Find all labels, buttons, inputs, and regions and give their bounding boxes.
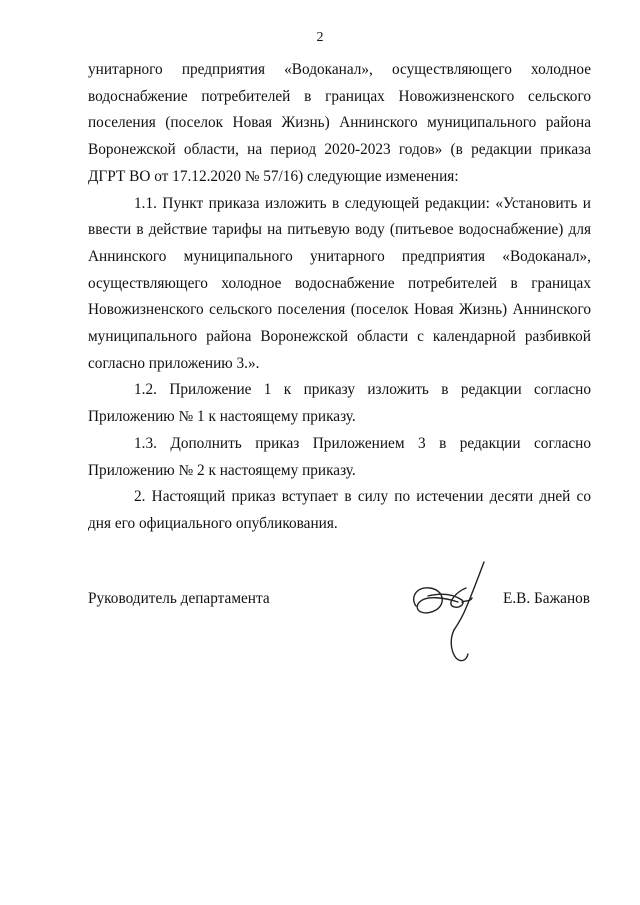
intro-paragraph: унитарного предприятия «Водоканал», осуществляющего холодное водоснабжение потребителей в границах Новожизненского сельского поселения (поселок Новая Жизнь) Аннинского муниципального района Воронежской области, на период 2020-2023 годов» (в редакции приказа ДГРТ ВО от 17.12.2020 № 57/16) следующие изменения: bbox=[88, 61, 591, 185]
signature-icon bbox=[406, 558, 498, 668]
signatory-name: Е.В. Бажанов bbox=[503, 590, 591, 607]
item-2: 2. Настоящий приказ вступает в силу по истечении десяти дней со дня его официального опубликования. bbox=[88, 488, 591, 532]
document-body bbox=[88, 57, 591, 538]
page-number: 2 bbox=[316, 30, 324, 45]
item-1-1: 1.1. Пункт приказа изложить в следующей редакции: «Установить и ввести в действие тарифы на питьевую воду (питьевое водоснабжение) для Аннинского муниципального унитарного предприятия «Водоканал», осуществляющего холодное водоснабжение потребителей в границах Новожизненского сельского поселения (поселок Новая Жизнь) Аннинского муниципального района Воронежской области с календарной разбивкой согласно приложению 3.». bbox=[88, 194, 591, 372]
item-1-3: 1.3. Дополнить приказ Приложением 3 в редакции согласно Приложению № 2 к настоящему приказу. bbox=[88, 434, 591, 479]
item-1-2: 1.2. Приложение 1 к приказу изложить в редакции согласно Приложению № 1 к настоящему приказу. bbox=[88, 381, 591, 426]
signatory-title: Руководитель департамента bbox=[88, 590, 270, 607]
